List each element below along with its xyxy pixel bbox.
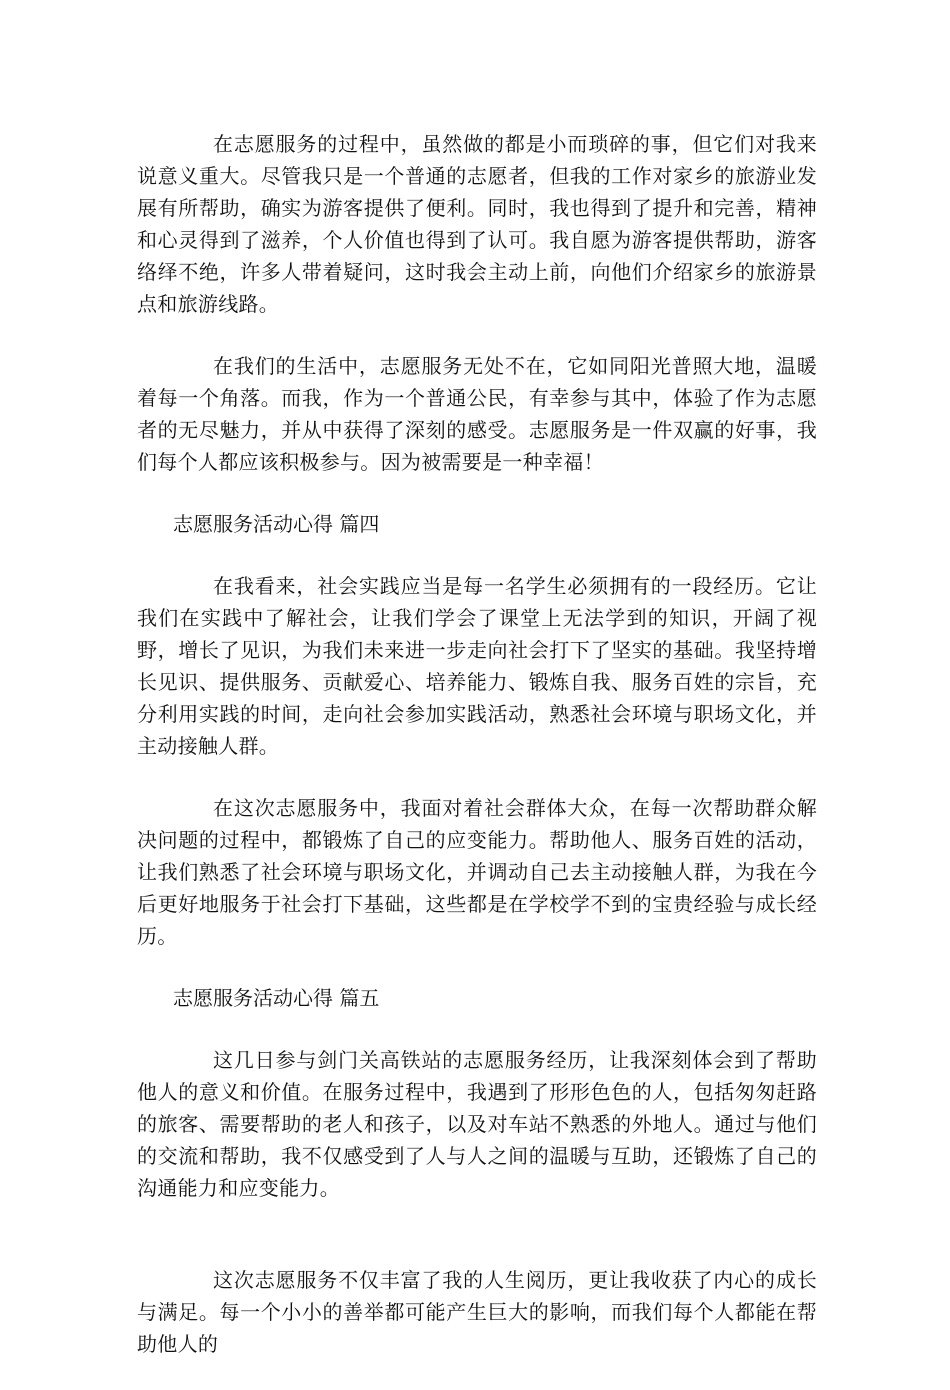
paragraph: 在这次志愿服务中，我面对着社会群体大众，在每一次帮助群众解决问题的过程中，都锻炼了自己的应变能力。帮助他人、服务百姓的活动，让我们熟悉了社会环境与职场文化，并调动自己去主动接触人群，为我在今后更好地服务于社会打下基础，这些都是在学校学不到的宝贵经验与成长经历。 — [137, 796, 817, 948]
paragraph: 在志愿服务的过程中，虽然做的都是小而琐碎的事，但它们对我来说意义重大。尽管我只是一个普通的志愿者，但我的工作对家乡的旅游业发展有所帮助，确实为游客提供了便利。同时，我也得到了提升和完善，精神和心灵得到了滋养，个人价值也得到了认可。我自愿为游客提供帮助，游客络绎不绝，许多人带着疑问，这时我会主动上前，向他们介绍家乡的旅游景点和旅游线路。 — [137, 132, 817, 316]
paragraph-spacer — [137, 1234, 817, 1264]
paragraph: 在我看来，社会实践应当是每一名学生必须拥有的一段经历。它让我们在实践中了解社会，让我们学会了课堂上无法学到的知识，开阔了视野，增长了见识，为我们未来进一步走向社会打下了坚实的基础。我坚持增长见识、提供服务、贡献爱心、培养能力、锻炼自我、服务百姓的宗旨，充分利用实践的时间，走向社会参加实践活动，熟悉社会环境与职场文化，并主动接触人群。 — [137, 574, 817, 758]
section-heading-4: 志愿服务活动心得 篇四 — [173, 512, 380, 536]
document-body — [137, 128, 817, 1390]
paragraph: 这次志愿服务不仅丰富了我的人生阅历，更让我收获了内心的成长与满足。每一个小小的善举都可能产生巨大的影响，而我们每个人都能在帮助他人的 — [137, 1268, 817, 1356]
paragraph: 在我们的生活中，志愿服务无处不在，它如同阳光普照大地，温暖着每一个角落。而我，作为一个普通公民，有幸参与其中，体验了作为志愿者的无尽魅力，并从中获得了深刻的感受。志愿服务是一件双赢的好事，我们每个人都应该积极参与。因为被需要是一种幸福！ — [137, 354, 817, 474]
section-heading-5: 志愿服务活动心得 篇五 — [173, 986, 380, 1010]
paragraph: 这几日参与剑门关高铁站的志愿服务经历，让我深刻体会到了帮助他人的意义和价值。在服务过程中，我遇到了形形色色的人，包括匆匆赶路的旅客、需要帮助的老人和孩子，以及对车站不熟悉的外地人。通过与他们的交流和帮助，我不仅感受到了人与人之间的温暖与互助，还锻炼了自己的沟通能力和应变能力。 — [137, 1048, 817, 1200]
